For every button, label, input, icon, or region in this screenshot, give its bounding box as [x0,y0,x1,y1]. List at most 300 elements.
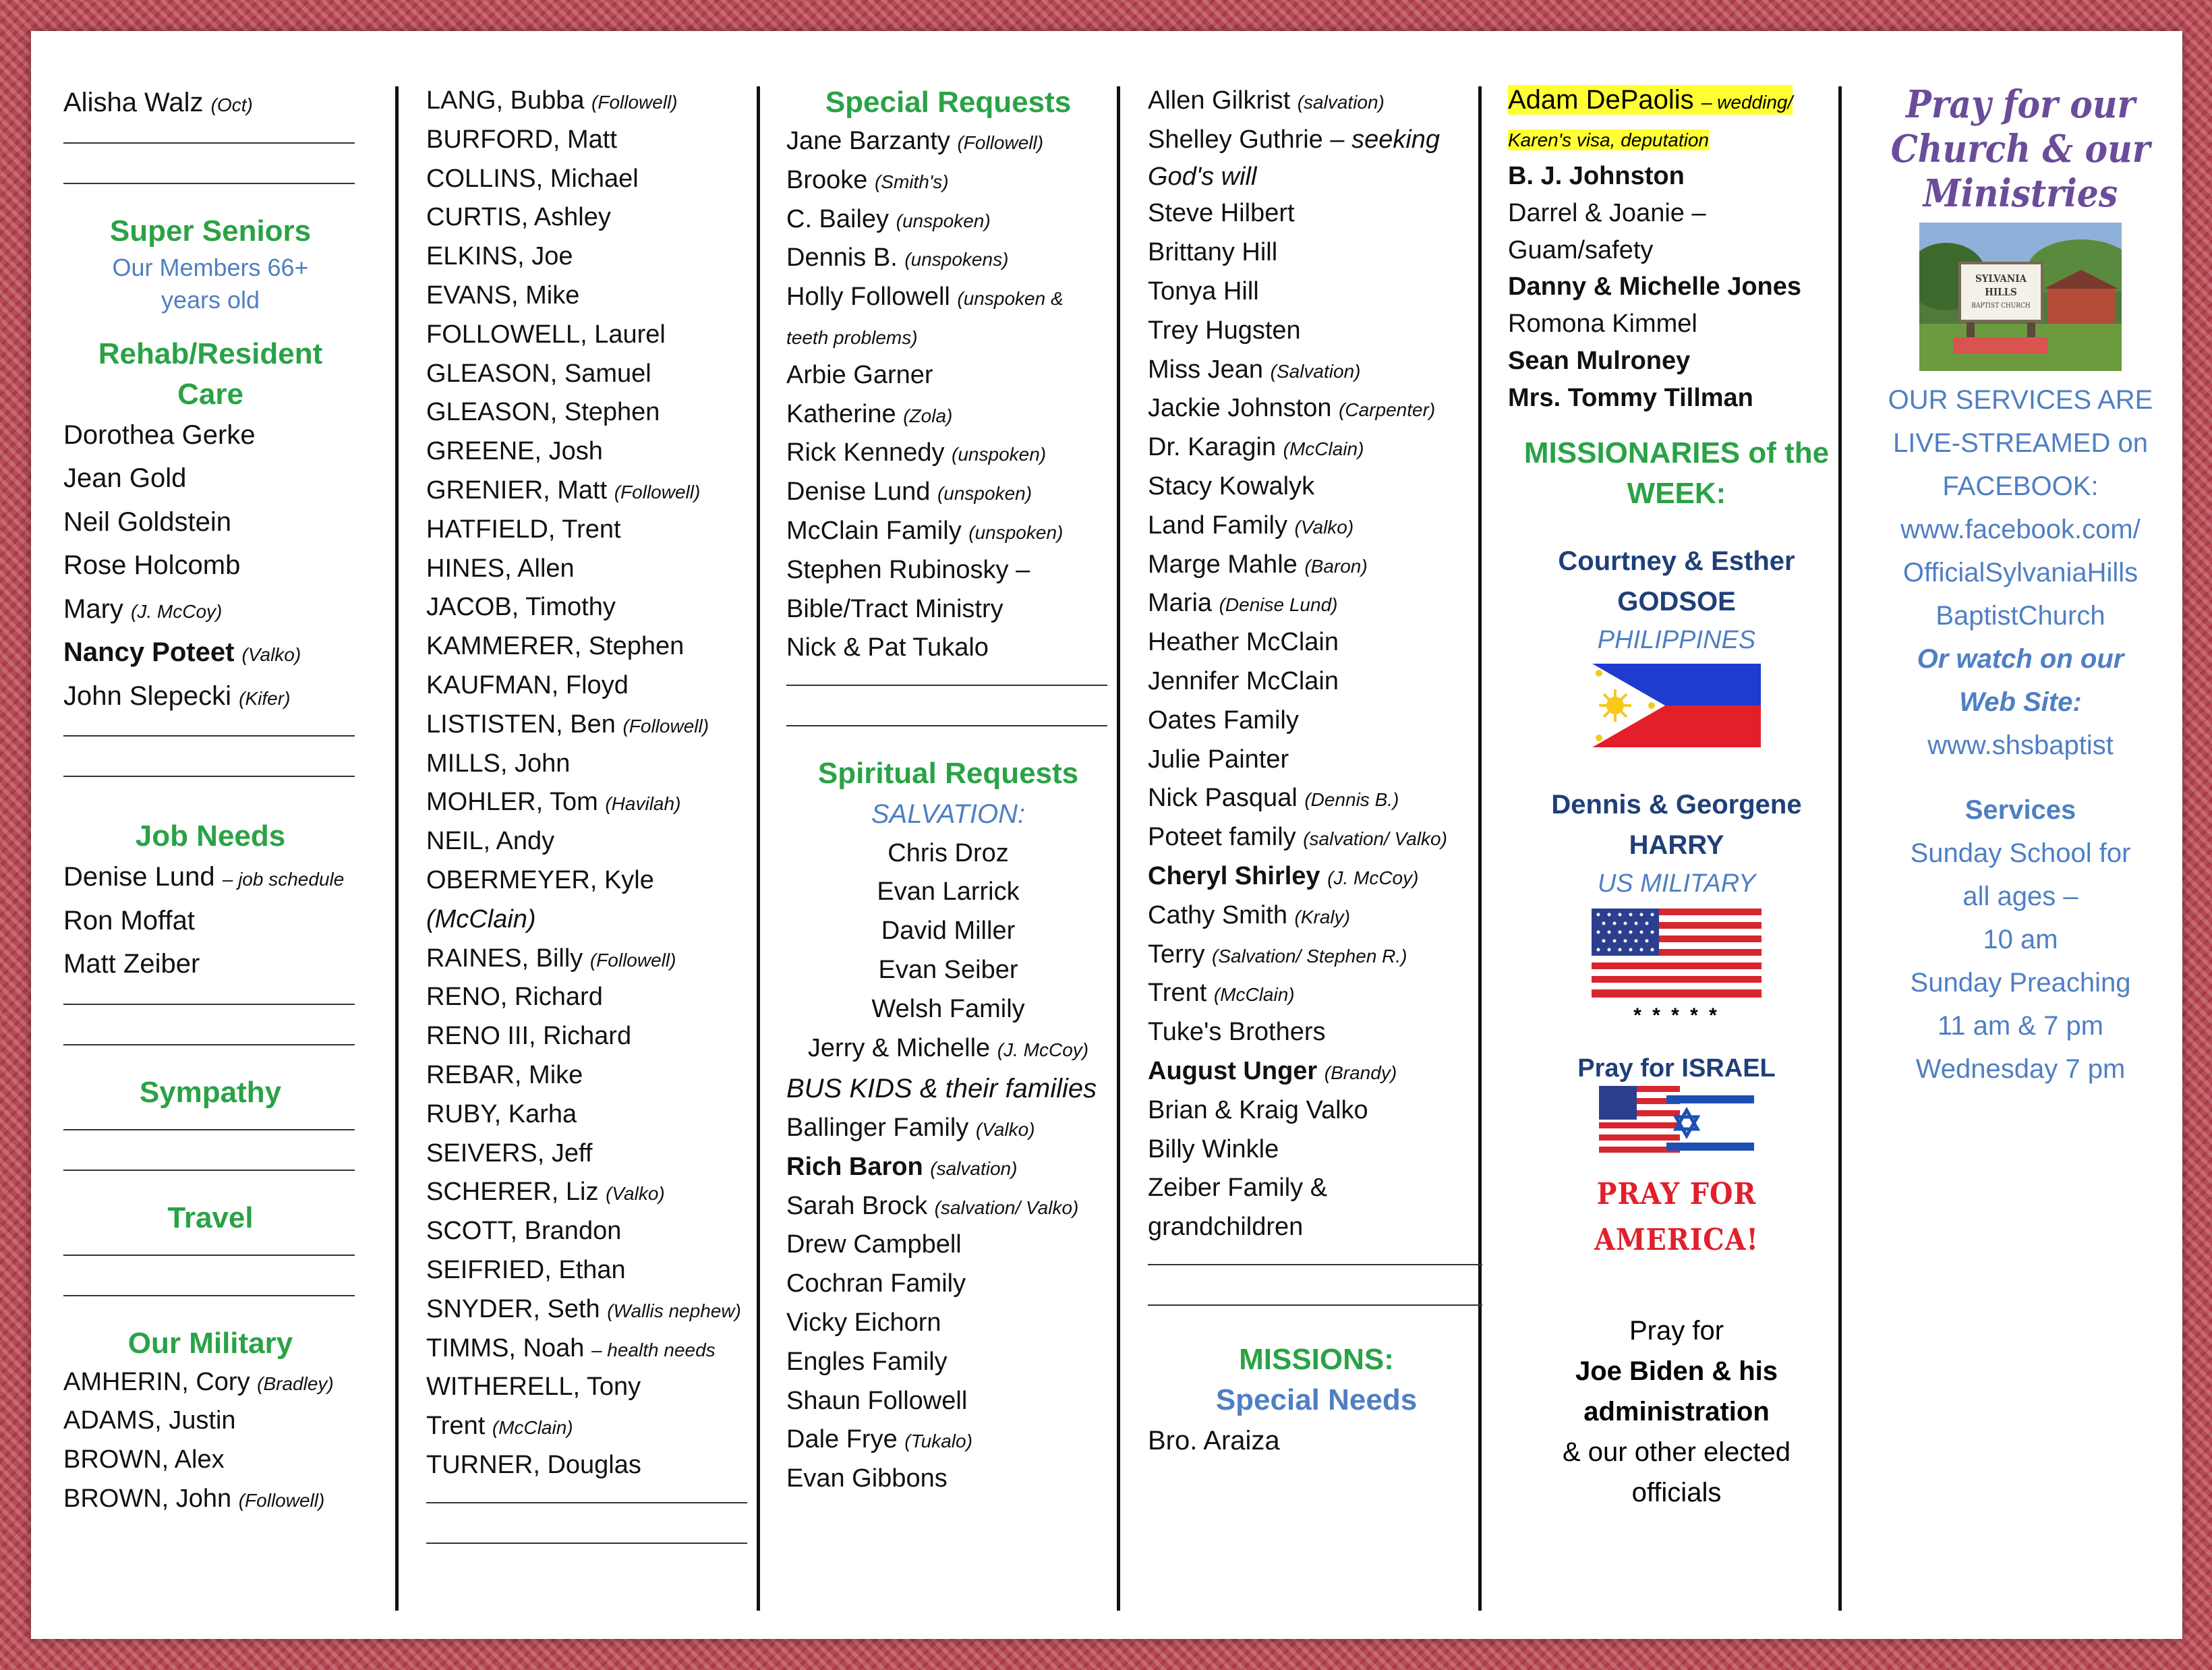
pray-israel-heading: Pray for ISRAEL [1577,1054,1776,1083]
item-note: (unspoken) [952,444,1047,465]
spiritual-requests-list [786,1110,1110,1499]
list-item [426,511,750,550]
item-name: TURNER, Douglas [426,1450,641,1479]
list-item [786,1460,1110,1499]
list-item [1508,195,1845,232]
pray-for-america-heading: PRAY FOR AMERICA! [1594,1176,1759,1257]
item-name: RUBY, Karha [426,1099,577,1128]
item-name: B. J. Johnston [1508,162,1685,190]
item-name: Darrel & Joanie – [1508,198,1706,227]
list-item [1148,1209,1485,1248]
list-item [1508,158,1845,195]
item-name: Miss Jean [1148,355,1264,384]
list-item [1148,234,1485,273]
item-name: OBERMEYER, Kyle [426,865,654,894]
sympathy-heading: Sympathy [139,1075,282,1109]
item-note: (Followell) [238,1489,325,1511]
job-needs-heading: Job Needs [135,819,286,853]
list-item [426,706,750,745]
list-item [426,901,750,940]
item-name: Dennis B. [786,243,898,272]
item-name: Stacy Kowalyk [1148,471,1315,500]
list-item [63,545,357,589]
missionary-place: PHILIPPINES [1597,625,1756,654]
list-item [426,1447,750,1486]
item-name: SEIFRIED, Ethan [426,1255,626,1284]
item-note: – health needs [591,1339,716,1360]
list-item [63,900,357,944]
item-name: Steve Hilbert [1148,199,1295,228]
list-item [63,676,357,720]
item-note: (Brandy) [1324,1062,1397,1083]
list-item [63,1441,357,1480]
list-item [786,123,1110,162]
list-item [1148,819,1485,858]
watch-website: Or watch on our Web Site: [1917,644,2124,717]
missionary-place: US MILITARY [1597,869,1756,898]
item-name: August Unger [1148,1056,1318,1085]
list-item [426,277,750,316]
info-line: OUR SERVICES ARE [1888,385,2153,415]
list-item [426,862,750,901]
item-note: seeking [1351,125,1440,154]
list-item [786,1265,1110,1304]
list-item: Bro. Araiza [1148,1425,1280,1456]
list-item [1148,702,1485,741]
list-item [786,1030,1110,1069]
church-sign-photo [1879,223,2162,374]
info-line: LIVE-STREAMED on [1893,428,2148,458]
item-name: Evan Gibbons [786,1464,948,1493]
list-item [786,318,1110,357]
item-name: Trent [1148,979,1207,1008]
item-note: (Salvation/ Stephen R.) [1212,945,1407,967]
list-item [1148,159,1485,196]
item-name: Dale Frye [786,1425,898,1454]
item-name: grandchildren [1148,1213,1304,1242]
blank-line [63,987,355,1005]
rehab-heading: Rehab/Resident Care [98,337,323,411]
item-name: Rick Kennedy [786,438,945,467]
list-item [1508,343,1845,380]
item-note: (McClain) [492,1417,573,1439]
item-name: Drew Campbell [786,1230,962,1259]
list-item [63,458,357,502]
item-name: NEIL, Andy [426,827,555,856]
item-note: (Valko) [975,1118,1035,1140]
item-note: (Salvation) [1270,360,1361,382]
list-item [63,589,357,633]
bulletin-sheet [31,31,2182,1639]
travel-heading: Travel [167,1201,254,1234]
item-name: Allen Gilkrist [1148,86,1291,115]
item-name: MOHLER, Tom [426,788,598,817]
blank-line [1148,1248,1482,1265]
item-name: Poteet family [1148,823,1296,852]
item-name: Land Family [1148,511,1287,540]
military-list [63,1364,357,1520]
item-name: Julie Painter [1148,745,1289,774]
list-item [1148,351,1485,391]
list-item [1148,82,1485,121]
list-item [1148,1053,1485,1092]
item-note: (Tukalo) [904,1431,972,1452]
list-item [786,591,1110,630]
list-item [1148,780,1485,819]
list-item [1508,268,1845,306]
item-name: Dorothea Gerke [63,420,256,450]
item-name: Neil Goldstein [63,507,232,537]
list-item [426,628,750,667]
bus-kids-label: BUS KIDS & their families [786,1074,1097,1104]
info-line: Sunday Preaching [1910,968,2131,998]
item-name: Rich Baron [786,1152,923,1181]
list-item [786,239,1110,279]
list-item [786,1304,1110,1344]
list-item [1148,741,1485,780]
blank-line [63,1113,355,1130]
item-note: (J. McCoy) [997,1039,1089,1060]
column-1 [63,82,357,1520]
blank-line [63,126,355,144]
special-needs-heading: Special Needs [1215,1383,1418,1416]
item-name: Romona Kimmel [1508,310,1697,339]
item-name: Bible/Tract Ministry [786,594,1003,623]
item-name: McClain Family [786,516,962,545]
livestream-info [1879,378,2162,637]
item-name: ELKINS, Joe [426,242,573,271]
rehab-list [63,415,357,720]
list-item [1508,232,1845,269]
missionary-godsoe: Courtney & Esther GODSOE [1558,546,1795,616]
blank-line [786,668,1107,686]
blank-line [1148,1265,1482,1306]
info-line: 11 am & 7 pm [1937,1011,2104,1041]
column-divider [757,86,760,1611]
item-name: Cathy Smith [1148,900,1287,929]
blank-line [786,686,1107,726]
blank-line [63,144,355,184]
special-requests-list [786,123,1110,668]
list-item [426,433,750,472]
item-note: – job schedule [222,869,345,890]
salvation-label: SALVATION: [871,799,1026,830]
item-name: Guam/safety [1508,235,1654,264]
list-item [63,1402,357,1441]
item-name: Evan Seiber [878,956,1018,985]
missionary-harry: Dennis & Georgene HARRY [1551,789,1802,860]
blank-line [63,737,355,777]
column-5 [1508,82,1845,1513]
list-item [1148,897,1485,936]
item-name: Terry [1148,940,1205,969]
list-item [1148,468,1485,507]
item-name: Zeiber Family & [1148,1174,1328,1203]
list-item [63,415,357,459]
pray-for-officials: Pray for Joe Biden & his administration & our other elected officials [1563,1315,1791,1507]
column-divider [395,86,399,1611]
philippines-flag-icon [1508,664,1845,751]
info-line: all ages – [1962,882,2078,911]
item-name: Marge Mahle [1148,550,1298,579]
item-name: SCOTT, Brandon [426,1217,622,1246]
list-item [786,1344,1110,1383]
item-note: (salvation) [930,1157,1018,1179]
column-2 [426,82,750,1544]
item-note: (unspoken & [957,288,1064,310]
blank-line [426,1486,747,1503]
super-seniors-subtitle: Our Members 66+ [112,253,309,281]
item-name: Heather McClain [1148,628,1339,657]
list-item [63,944,357,987]
list-item [1148,195,1485,234]
item-note: (Wallis nephew) [607,1300,741,1321]
special-requests-heading: Special Requests [825,86,1072,119]
item-note: (unspoken) [896,210,991,231]
item-name: Danny & Michelle Jones [1508,272,1802,301]
list-item [63,857,357,900]
list-item [426,199,750,238]
list-item [63,502,357,546]
item-name: GRENIER, Matt [426,476,608,505]
item-name: Denise Lund [786,478,931,507]
item-name: Cochran Family [786,1269,966,1298]
military-heading: Our Military [127,1326,293,1360]
item-name: Matt Zeiber [63,949,200,979]
item-name: HATFIELD, Trent [426,515,621,544]
item-note: (McClain) [1283,438,1364,460]
missions-heading: MISSIONS: [1239,1342,1394,1376]
info-line: Sunday School for [1910,838,2131,868]
list-item [426,979,750,1018]
item-name: Shelley Guthrie – [1148,125,1345,154]
prayer-list [1148,82,1485,1248]
item-note: (Carpenter) [1339,399,1436,421]
item-note: (Followell) [589,949,676,971]
item-note: (Followell) [591,92,678,113]
list-item [1508,306,1845,343]
item-name: ADAMS, Justin [63,1406,236,1435]
list-item [426,745,750,784]
list-item [426,589,750,628]
item-name: MILLS, John [426,749,571,778]
list-item [426,472,750,511]
list-item [786,552,1110,591]
item-name: Brittany Hill [1148,238,1278,267]
item-name: Nick & Pat Tukalo [786,633,989,662]
item-note: (salvation) [1297,92,1385,113]
item-name: Trent [426,1412,486,1441]
item-note: (J. McCoy) [1327,867,1419,888]
list-item [426,550,750,589]
item-name: SCHERER, Liz [426,1178,599,1207]
list-item [1148,121,1485,159]
item-name: Jennifer McClain [1148,666,1339,695]
item-name: Vicky Eichorn [786,1308,941,1337]
list-item [426,238,750,277]
list-item [426,1408,750,1447]
item-name: Nancy Poteet [63,637,235,667]
item-note: (Followell) [614,481,701,502]
svg-text:HILLS: HILLS [1985,286,2017,298]
item-name: Jean Gold [63,463,187,493]
list-item [426,823,750,862]
item-name: Katherine [786,399,896,428]
spiritual-requests-heading: Spiritual Requests [817,757,1079,790]
list-item [426,1057,750,1096]
list-item [426,1369,750,1408]
list-item [786,513,1110,552]
list-item [1148,936,1485,975]
item-name: LISTISTEN, Ben [426,710,616,739]
item-name: Mrs. Tommy Tillman [1508,383,1753,412]
item-name: GLEASON, Samuel [426,359,651,388]
ministries-title: Pray for our Church & our Ministries [1890,82,2151,216]
list-item [786,1226,1110,1265]
item-name: Maria [1148,589,1213,618]
item-name: SEIVERS, Jeff [426,1139,593,1168]
item-name: HINES, Allen [426,554,575,583]
item-name: KAMMERER, Stephen [426,632,685,661]
list-item [786,1188,1110,1227]
item-name: Dr. Karagin [1148,433,1277,462]
info-line: Wednesday 7 pm [1915,1054,2126,1084]
list-item [1148,1014,1485,1053]
item-name: Rose Holcomb [63,550,241,580]
item-note: (Valko) [241,644,301,665]
list-item [786,913,1110,952]
item-note: (salvation/ Valko) [1303,828,1447,850]
item-name: Denise Lund [63,862,215,892]
info-line: www.facebook.com/ [1900,515,2141,544]
item-name: David Miller [881,917,1016,946]
item-name: BURFORD, Matt [426,125,617,154]
item-note: teeth problems) [786,326,918,348]
item-name: Chris Droz [887,838,1009,867]
list-item [786,279,1110,318]
list-item [63,1364,357,1403]
item-name: Ron Moffat [63,905,195,935]
item-note: (salvation/ Valko) [934,1197,1079,1218]
israel-us-flag-icon [1508,1086,1845,1163]
item-name: LANG, Bubba [426,86,585,115]
column-4 [1148,82,1485,1461]
list-item [1148,429,1485,468]
item-name: CURTIS, Ashley [426,203,611,232]
blank-line [426,1503,747,1544]
list-item [786,396,1110,435]
item-name: Brian & Kraig Valko [1148,1095,1368,1124]
item-name: Mary [63,594,123,624]
list-item [426,1252,750,1291]
column-divider [1117,86,1120,1611]
info-line: BaptistChurch [1936,601,2105,631]
blank-line [63,1005,355,1045]
list-item [786,1383,1110,1422]
list-item [1148,585,1485,624]
list-item [426,1018,750,1057]
list-item [426,1213,750,1252]
item-name: GLEASON, Stephen [426,398,660,427]
missionaries-heading: MISSIONARIES of the WEEK: [1523,436,1830,510]
item-name: BROWN, Alex [63,1445,225,1474]
item-name: (McClain) [426,904,536,933]
list-item [1148,1092,1485,1131]
list-item [63,1480,357,1520]
list-item [1148,312,1485,351]
item-note: (J. McCoy) [131,600,223,622]
list-item [1148,1131,1485,1170]
item-note: (unspoken) [968,521,1064,543]
item-note: (McClain) [1213,984,1295,1006]
item-name: Brooke [786,165,868,194]
list-item [786,1110,1110,1149]
list-item [426,161,750,200]
item-name: Tonya Hill [1148,277,1259,306]
item-name: FOLLOWELL, Laurel [426,320,666,349]
item-name: SNYDER, Seth [426,1294,600,1323]
column-3 [786,82,1110,1499]
item-note: (Valko) [1294,516,1354,538]
item-name: BROWN, John [63,1484,232,1513]
list-item [786,1149,1110,1188]
info-line: 10 am [1983,925,2058,954]
list-item [1148,1170,1485,1209]
item-name: TIMMS, Noah [426,1333,585,1362]
item-note: (unspoken) [937,483,1032,505]
item-note: (Havilah) [605,793,681,815]
stars-divider: * * * * * [1633,1004,1720,1027]
item-name: REBAR, Mike [426,1060,583,1089]
list-item [426,394,750,433]
list-item [426,1291,750,1330]
item-name: Ballinger Family [786,1113,969,1142]
list-item [786,873,1110,913]
item-note: (Followell) [622,715,709,737]
website-url[interactable]: www.shsbaptist [1927,730,2114,760]
item-name: Jerry & Michelle [807,1033,991,1062]
military-list-continued [426,82,750,1486]
list-item [426,784,750,823]
list-item [786,835,1110,874]
prayer-list [1508,158,1845,417]
list-item [426,1330,750,1369]
list-item [426,1174,750,1213]
item-name: Stephen Rubinosky – [786,555,1030,584]
list-item [426,82,750,121]
item-name: Jackie Johnston [1148,394,1332,423]
list-item [786,629,1110,668]
item-name: GREENE, Josh [426,437,603,466]
item-name: RENO III, Richard [426,1022,632,1051]
list-item [786,162,1110,201]
list-item [786,991,1110,1030]
item-name: Welsh Family [871,994,1025,1023]
salvation-list [786,835,1110,1069]
item-name: Nick Pasqual [1148,784,1298,813]
item-name: Trey Hugsten [1148,316,1301,345]
item-name: Holly Followell [786,283,950,312]
services-heading: Services [1964,795,2076,825]
item-note: (Baron) [1304,555,1368,577]
item-name: KAUFMAN, Floyd [426,670,629,699]
item-note: (Denise Lund) [1219,594,1338,616]
list-item [426,121,750,161]
super-seniors-heading: Super Seniors [109,214,312,248]
info-line: OfficialSylvaniaHills [1902,558,2138,587]
column-6 [1879,82,2162,1091]
list-item [1148,624,1485,663]
